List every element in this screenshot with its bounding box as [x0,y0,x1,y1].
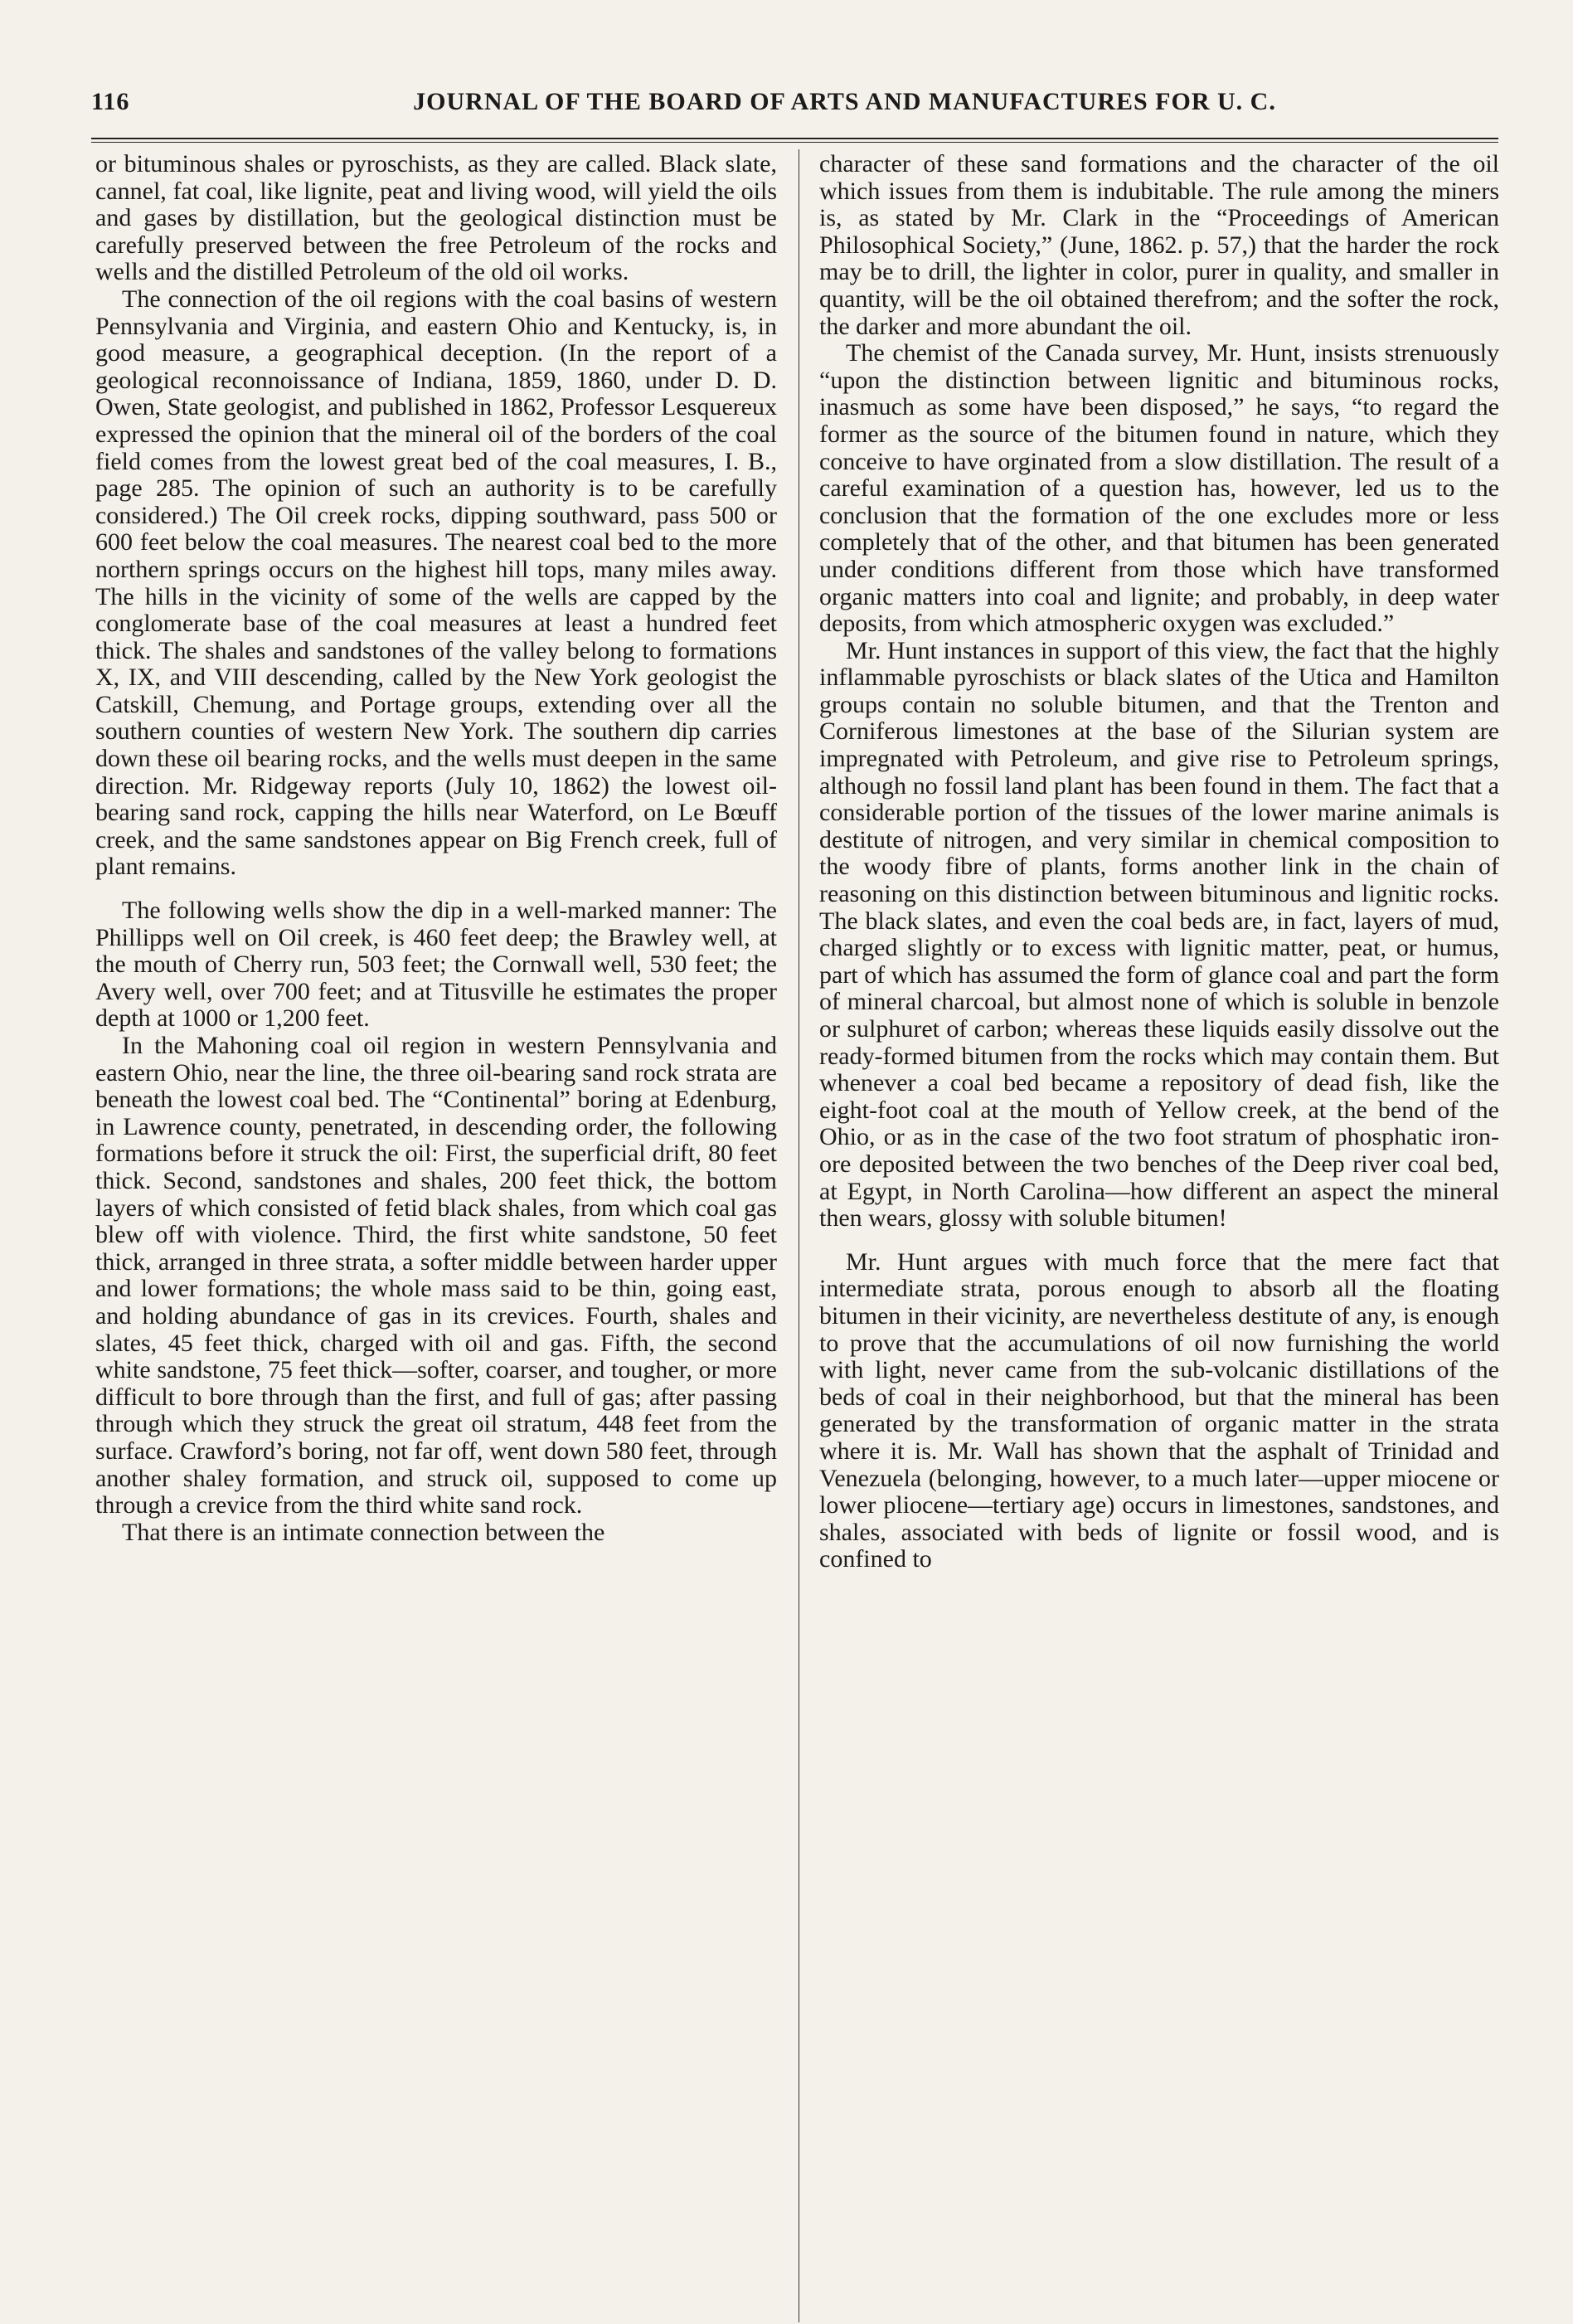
paragraph: The chemist of the Canada survey, Mr. Hunt, insists strenuously “upon the distinction between lignitic and bituminous rocks, inasmuch as some have been disposed,” he says, “to regard the former as the source of the bitumen found in nature, which they conceive to have orginated from a slow distillation. The result of a careful examination of a question has, however, led us to the conclusion that the formation of the one excludes more or less completely that of the other, and that bitumen has been generated under conditions different from those which have transformed organic matters into coal and lignite; and probably, in deep water deposits, from which atmospheric oxygen was excluded.” [819,339,1499,638]
paragraph: Mr. Hunt instances in support of this view, the fact that the highly inflammable pyroschists or black slates of the Utica and Hamilton groups contain no soluble bitumen, and that the Trenton and Corniferous limestones at the base of the Silurian system are impregnated with Petroleum, and give rise to Petroleum springs, although no fossil land plant has been found in them. The fact that a considerable portion of the tissues of the lower marine animals is destitute of nitrogen, and very similar in chemical composition to the woody fibre of plants, forms another link in the chain of reasoning on this distinction between bituminous and lignitic rocks. The black slates, and even the coal beds are, in fact, layers of mud, charged slightly or to excess with lignitic matter, peat, or humus, part of which has assumed the form of glance coal and part the form of mineral charcoal, but almost none of which is soluble in benzole or sulphuret of carbon; whereas these liquids easily dissolve out the ready-formed bitumen from the rocks which may contain them. But whenever a coal bed became a repository of dead fish, like the eight-foot coal at the mouth of Yellow creek, at the bend of the Ohio, or as in the case of the two foot stratum of phosphatic iron-ore deposited between the two benches of the Deep river coal bed, at Egypt, in North Carolina—how different an aspect the mineral then wears, glossy with soluble bitumen! [819,636,1499,1232]
page-number: 116 [91,88,130,115]
header-rule [91,138,1498,139]
paragraph: Mr. Hunt argues with much force that the mere fact that intermediate strata, porous enough to absorb all the floating bitumen in their vicinity, are nevertheless destitute of any, is enough to prove that the accumulations of oil now furnishing the world with light, never came from the sub-volcanic distillations of the beds of coal in their neighborhood, but that the mineral has been generated by the transformation of organic matter in the strata where it is. Mr. Wall has shown that the asphalt of Trinidad and Venezuela (belonging, however, to a much later—upper miocene or lower pliocene—tertiary age) occurs in limestones, sandstones, and shales, associated with beds of lignite or fossil wood, and is confined to [819,1247,1499,1573]
paragraph: The following wells show the dip in a well-marked manner: The Phillipps well on Oil creek, is 460 feet deep; the Brawley well, at the mouth of Cherry run, 503 feet; the Cornwall well, 530 feet; the Avery well, over 700 feet; and at Titusville he estimates the proper depth at 1000 or 1,200 feet. [95,897,777,1033]
paragraph: The connection of the oil regions with the coal basins of western Pennsylvania and Virginia, and eastern Ohio and Kentucky, is, in good measure, a geographical deception. (In the report of a geological reconnoissance of Indiana, 1859, 1860, under D. D. Owen, State geologist, and published in 1862, Professor Lesquereux expressed the opinion that the mineral oil of the borders of the coal field comes from the lowest great bed of the coal measures, I. B., page 285. The opinion of such an authority is to be carefully considered.) The Oil creek rocks, dipping southward, pass 500 or 600 feet below the coal measures. The nearest coal bed to the more northern springs occurs on the highest hill tops, many miles away. The hills in the vicinity of some of the wells are capped by the conglomerate base of the coal measures at least a hundred feet thick. The shales and sandstones of the valley belong to formations X, IX, and VIII descending, called by the New York geologist the Catskill, Chemung, and Portage groups, extending over all the southern counties of western New York. The southern dip carries down these oil bearing rocks, and the wells must deepen in the same direction. Mr. Ridgeway reports (July 10, 1862) the lowest oil-bearing sand rock, capping the hills near Waterford, on Le Bœuff creek, and the same sandstones appear on Big French creek, full of plant remains. [95,284,777,881]
paragraph: That there is an intimate connection between the [122,1518,605,1546]
left-column [95,151,777,1546]
right-column [819,151,1499,1573]
paragraph: In the Mahoning coal oil region in western Pennsylvania and eastern Ohio, near the line, the three oil-bearing sand rock strata are beneath the lowest coal bed. The “Continental” boring at Edenburg, in Lawrence county, penetrated, in descending order, the following formations before it struck the oil: First, the superficial drift, 80 feet thick. Second, sandstones and shales, 200 feet thick, the bottom layers of which consisted of fetid black shales, from which coal gas blew off with violence. Third, the first white sandstone, 50 feet thick, arranged in three strata, a softer middle between harder upper and lower formations; the whole mass said to be thin, going east, and holding abundance of gas in its crevices. Fourth, shales and slates, 45 feet thick, charged with oil and gas. Fifth, the second white sandstone, 75 feet thick—softer, coarser, and tougher, or more difficult to bore through than the first, and full of gas; after passing through which they struck the great oil stratum, 448 feet from the surface. Crawford’s boring, not far off, went down 580 feet, through another shaley formation, and struck oil, supposed to come up through a crevice from the third white sand rock. [95,1032,777,1519]
header-rule-thin [91,142,1498,143]
running-head: JOURNAL OF THE BOARD OF ARTS AND MANUFACTURES FOR U. C. [413,88,1276,115]
paragraph: character of these sand formations and the character of the oil which issues from them is indubitable. The rule among the miners is, as stated by Mr. Clark in the “Proceedings of American Philosophical Society,” (June, 1862. p. 57,) that the harder the rock may be to drill, the lighter in color, purer in quality, and smaller in quantity, will be the oil obtained therefrom; and the softer the rock, the darker and more abundant the oil. [819,150,1499,340]
page-header [91,88,1498,121]
paragraph: or bituminous shales or pyroschists, as they are called. Black slate, cannel, fat coal, like lignite, peat and living wood, will yield the oils and gases by distillation, but the geological distinction must be carefully preserved between the free Petroleum of the rocks and wells and the distilled Petroleum of the old oil works. [95,150,777,286]
